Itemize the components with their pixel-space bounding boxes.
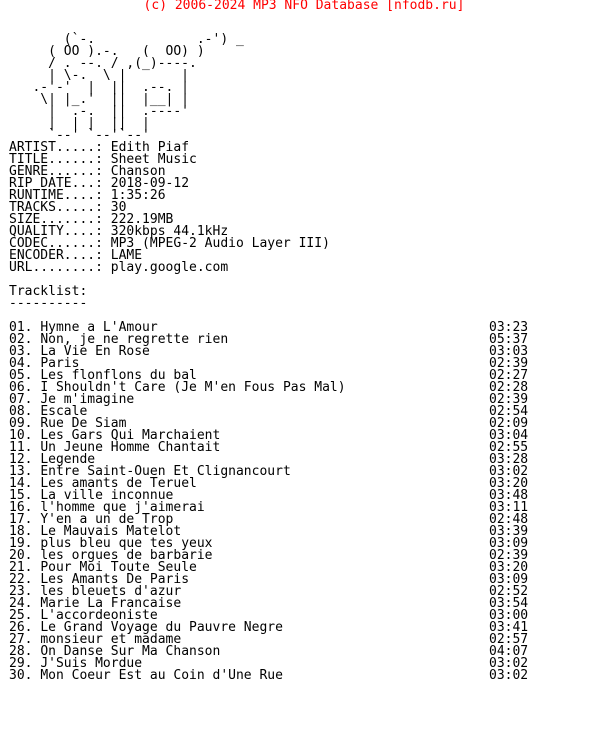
track-duration: 03:04 (489, 428, 529, 443)
track-number: 21. (9, 560, 33, 575)
track-title: Je m'imagine (40, 392, 135, 407)
track-duration: 02:28 (489, 380, 529, 395)
info-key: RUNTIME....: (9, 188, 103, 203)
track-title: Pour Moi Toute Seule (40, 560, 197, 575)
info-value: 320kbps 44.1kHz (110, 224, 229, 239)
track-number: 13. (9, 464, 33, 479)
track-number: 15. (9, 488, 33, 503)
track-number: 02. (9, 332, 33, 347)
track-title-cell (9, 670, 489, 682)
track-duration: 03:20 (489, 560, 529, 575)
track-number: 26. (9, 620, 33, 635)
track-duration: 02:39 (489, 392, 529, 407)
track-duration: 03:03 (489, 344, 529, 359)
tracklist-heading: Tracklist: (9, 284, 88, 299)
track-title: Rue De Siam (40, 416, 127, 431)
info-key: TITLE......: (9, 152, 103, 167)
track-duration: 02:39 (489, 548, 529, 563)
track-title: Le Grand Voyage du Pauvre Negre (40, 620, 283, 635)
track-number: 17. (9, 512, 33, 527)
info-key: CODEC......: (9, 236, 103, 251)
track-duration: 04:07 (489, 644, 529, 659)
info-key: GENRE......: (9, 164, 103, 179)
track-number: 09. (9, 416, 33, 431)
track-number: 08. (9, 404, 33, 419)
track-title: Y'en a un de Trop (40, 512, 174, 527)
track-number: 24. (9, 596, 33, 611)
track-duration: 03:54 (489, 596, 529, 611)
track-title: les bleuets d'azur (40, 584, 182, 599)
track-title: Marie La Francaise (40, 596, 182, 611)
track-title: plus bleu que tes yeux (40, 536, 213, 551)
track-duration: 03:11 (489, 500, 529, 515)
track-number: 23. (9, 584, 33, 599)
track-duration: 02:27 (489, 368, 529, 383)
track-duration: 03:09 (489, 536, 529, 551)
track-number: 06. (9, 380, 33, 395)
info-key: ENCODER....: (9, 248, 103, 263)
tracklist-rule: ---------- (9, 296, 88, 311)
info-value: 222.19MB (110, 212, 174, 227)
track-title: Les amants de Teruel (40, 476, 197, 491)
track-duration: 03:39 (489, 524, 529, 539)
track-number: 05. (9, 368, 33, 383)
track-number: 27. (9, 632, 33, 647)
tracklist (9, 322, 599, 682)
release-info (9, 142, 599, 274)
info-key: QUALITY....: (9, 224, 103, 239)
track-number: 04. (9, 356, 33, 371)
track-title: Le Mauvais Matelot (40, 524, 182, 539)
track-number: 30. (9, 668, 33, 683)
track-number: 01. (9, 320, 33, 335)
ascii-logo: (`-. .-') _ ( OO ).-. ( OO) ) / . --. / ,(_)----. | \-. \ | | .-'-' | || .--. | \| |_.' || |__| | | .-. || .----' | | | || | `--' `--'`--' (32, 32, 244, 143)
track-title: Non, je ne regrette rien (40, 332, 229, 347)
track-title: Un Jeune Homme Chantait (40, 440, 221, 455)
track-duration: 02:48 (489, 512, 529, 527)
track-title: Les Amants De Paris (40, 572, 190, 587)
info-value: 30 (110, 200, 127, 215)
track-title: Legende (40, 452, 96, 467)
track-duration: 02:09 (489, 416, 529, 431)
info-value: MP3 (MPEG-2 Audio Layer III) (110, 236, 330, 251)
track-duration: 03:02 (489, 668, 529, 683)
track-number: 19. (9, 536, 33, 551)
track-title: Les flonflons du bal (40, 368, 197, 383)
track-title: Hymne a L'Amour (40, 320, 158, 335)
track-number: 10. (9, 428, 33, 443)
track-title: On Danse Sur Ma Chanson (40, 644, 221, 659)
info-key: SIZE.......: (9, 212, 103, 227)
track-title: Les Gars Qui Marchaient (40, 428, 221, 443)
track-number: 12. (9, 452, 33, 467)
track-number: 14. (9, 476, 33, 491)
track-duration: 03:23 (489, 320, 529, 335)
track-duration: 03:02 (489, 656, 529, 671)
track-duration: 03:00 (489, 608, 529, 623)
track-title: I Shouldn't Care (Je M'en Fous Pas Mal) (40, 380, 346, 395)
info-row (9, 262, 599, 274)
info-value: Edith Piaf (110, 140, 190, 155)
track-number: 28. (9, 644, 33, 659)
track-number: 03. (9, 344, 33, 359)
info-value: Sheet Music (110, 152, 197, 167)
track-title: La Vie En Rose (40, 344, 150, 359)
track-title: Paris (40, 356, 80, 371)
track-row (9, 670, 529, 682)
site-banner: (c) 2006-2024 MP3 NFO Database [nfodb.ru] (143, 0, 465, 13)
info-value: 2018-09-12 (110, 176, 190, 191)
track-duration: 02:52 (489, 584, 529, 599)
track-number: 29. (9, 656, 33, 671)
track-number: 25. (9, 608, 33, 623)
track-title: Mon Coeur Est au Coin d'Une Rue (40, 668, 283, 683)
track-title-cell (9, 346, 489, 358)
info-key: ARTIST.....: (9, 140, 103, 155)
track-duration: 03:09 (489, 572, 529, 587)
info-value: LAME (110, 248, 143, 263)
track-number: 11. (9, 440, 33, 455)
info-key: RIP DATE...: (9, 176, 103, 191)
track-duration: 03:02 (489, 464, 529, 479)
info-value: Chanson (110, 164, 166, 179)
track-number: 20. (9, 548, 33, 563)
info-key: TRACKS.....: (9, 200, 103, 215)
track-duration: 02:39 (489, 356, 529, 371)
track-title: Escale (40, 404, 88, 419)
nfo-document (9, 34, 599, 682)
info-key: URL........: (9, 260, 103, 275)
track-title: J'Suis Mordue (40, 656, 143, 671)
track-row (9, 346, 529, 358)
track-duration: 03:28 (489, 452, 529, 467)
track-number: 07. (9, 392, 33, 407)
track-title: l'homme que j'aimerai (40, 500, 205, 515)
track-number: 22. (9, 572, 33, 587)
track-title: La ville inconnue (40, 488, 174, 503)
track-duration: 05:37 (489, 332, 529, 347)
track-number: 16. (9, 500, 33, 515)
track-duration: 02:54 (489, 404, 529, 419)
track-title: les orgues de barbarie (40, 548, 213, 563)
track-title: Entre Saint-Ouen Et Clignancourt (40, 464, 291, 479)
track-title: L'accordeoniste (40, 608, 158, 623)
track-duration: 03:48 (489, 488, 529, 503)
track-duration: 03:20 (489, 476, 529, 491)
track-number: 18. (9, 524, 33, 539)
info-value: 1:35:26 (110, 188, 166, 203)
track-duration: 03:41 (489, 620, 529, 635)
info-value: play.google.com (110, 260, 229, 275)
track-duration: 02:57 (489, 632, 529, 647)
track-title: monsieur et madame (40, 632, 182, 647)
track-duration: 02:55 (489, 440, 529, 455)
